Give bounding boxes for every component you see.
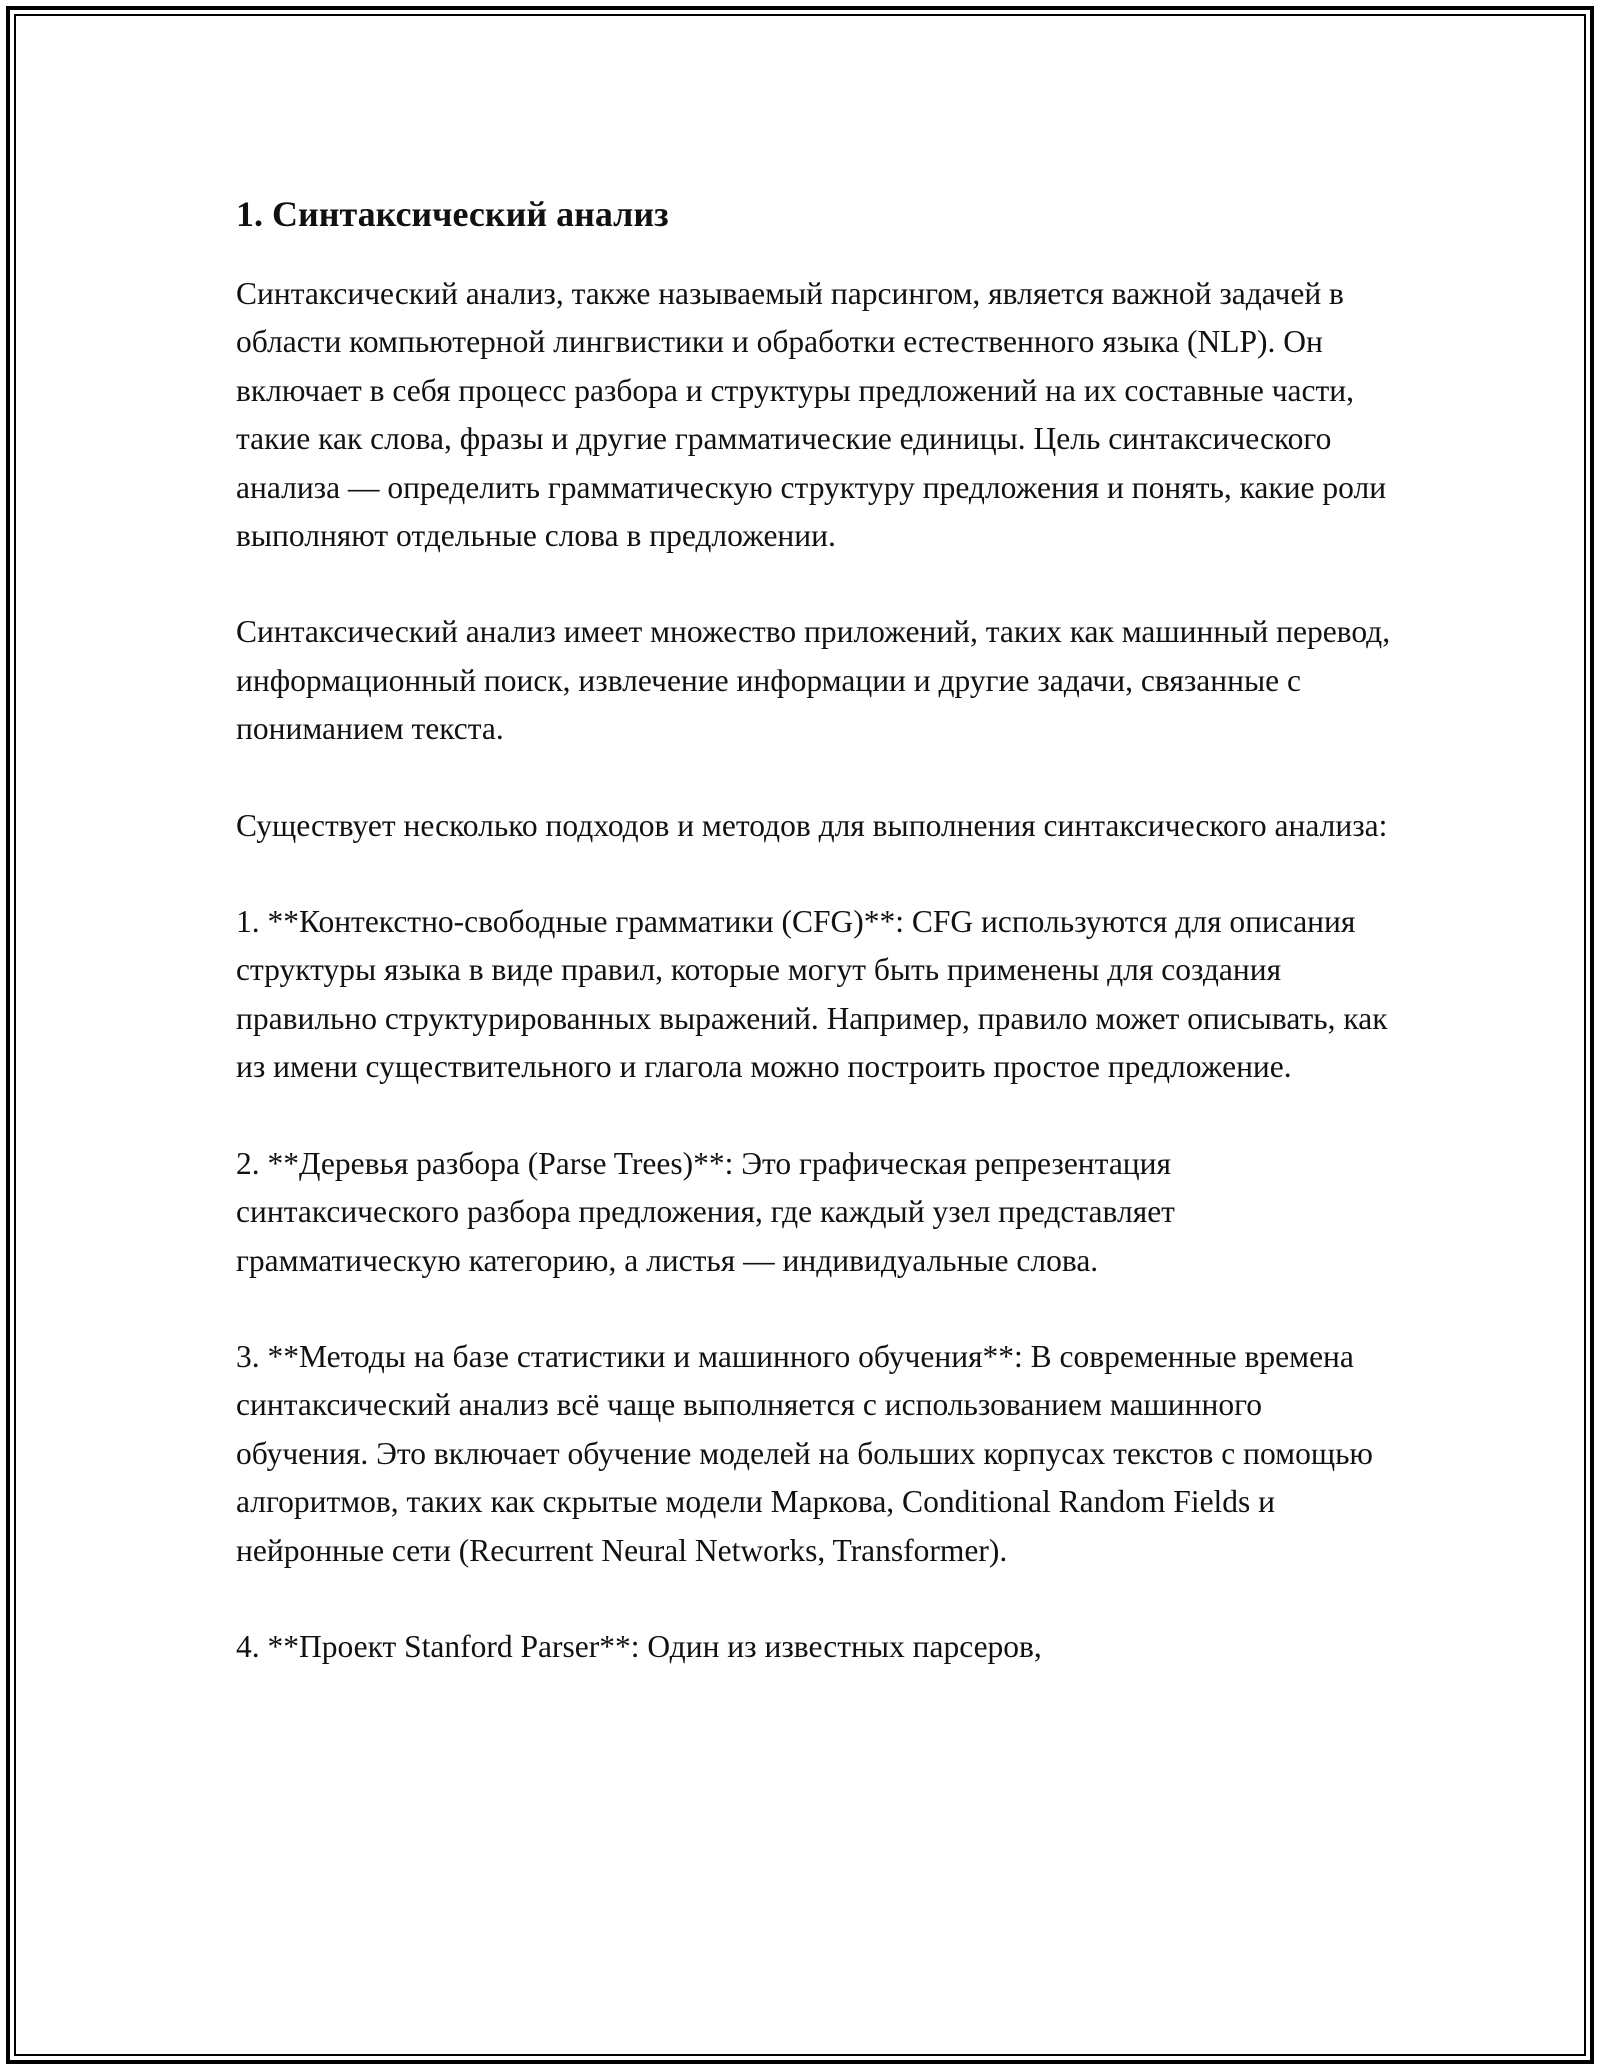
document-page: [236, 186, 1396, 1719]
paragraph-applications: Синтаксический анализ имеет множество приложений, таких как машинный перевод, информационный поиск, извлечение информации и другие задачи, связанные с пониманием текста.: [236, 614, 1391, 747]
paragraph-intro: Синтаксический анализ, также называемый парсингом, является важной задачей в области компьютерной лингвистики и обработки естественного языка (NLP). Он включает в себя процесс разбора и структуры предложений на их составные части, такие как слова, фразы и другие грамматические единицы. Цель синтаксического анализа — определить грамматическую структуру предложения и понять, какие роли выполняют отдельные слова в предложении.: [236, 276, 1387, 554]
paragraph-approaches-intro: Существует несколько подходов и методов для выполнения синтаксического анализа:: [236, 807, 1388, 843]
list-item-parse-trees: 2. **Деревья разбора (Parse Trees)**: Это графическая репрезентация синтаксического разбора предложения, где каждый узел представляет грамматическую категорию, а листья — индивидуальные слова.: [236, 1145, 1175, 1278]
list-item-cfg: 1. **Контекстно-свободные грамматики (CFG)**: CFG используются для описания структуры языка в виде правил, которые могут быть применены для создания правильно структурированных выражений. Например, правило может описывать, как из имени существительного и глагола можно построить простое предложение.: [236, 904, 1388, 1085]
list-item-ml-methods: 3. **Методы на базе статистики и машинного обучения**: В современные времена синтаксический анализ всё чаще выполняется с использованием машинного обучения. Это включает обучение моделей на больших корпусах текстов с помощью алгоритмов, таких как скрытые модели Маркова, Conditional Random Fields и нейронные сети (Recurrent Neural Networks, Transformer).: [236, 1338, 1373, 1568]
section-heading: 1. Синтаксический анализ: [236, 194, 669, 234]
list-item-stanford-parser: 4. **Проект Stanford Parser**: Один из известных парсеров,: [236, 1628, 1042, 1664]
